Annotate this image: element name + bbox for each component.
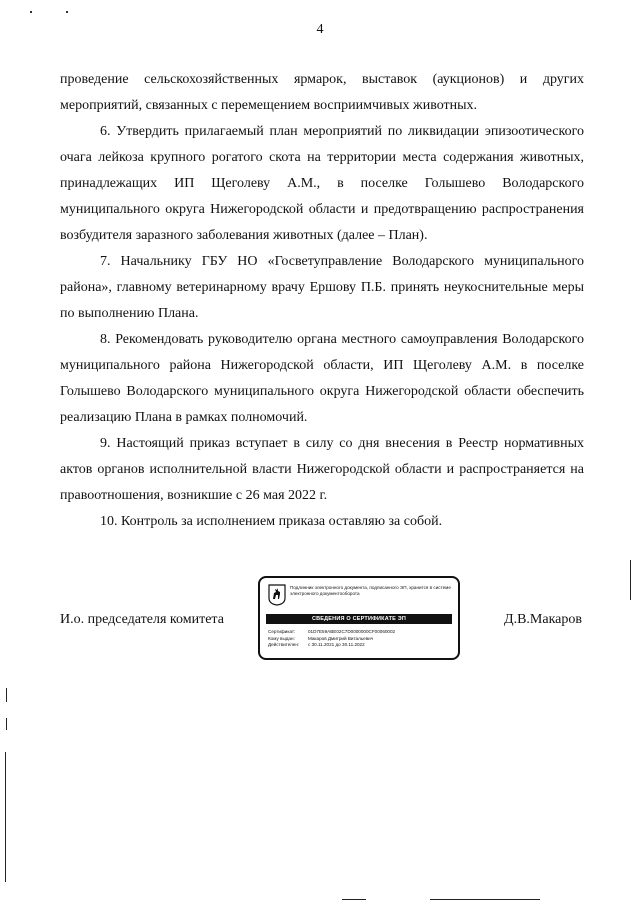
paragraph-continued: проведение сельскохозяйственных ярмарок, выставок (аукционов) и других мероприятий, связанных с перемещением восприимчивых животных.: [60, 72, 584, 113]
issued-to-label: Кому выдан:: [268, 635, 295, 641]
scan-edge-mark: [5, 752, 6, 882]
certificate-value: 01D7E59ABE02C7D0000000CF00060002: [308, 629, 396, 634]
page-number: 4: [316, 22, 324, 37]
paragraph-7: 7. Начальнику ГБУ НО «Госветуправление Володарского муниципального района», главному ветеринарному врачу Ершову П.Б. принять неукоснительные меры по выполнению Плана.: [60, 254, 584, 321]
scan-edge-mark: [430, 899, 540, 900]
certificate-label: Сертификат:: [268, 629, 296, 634]
issued-to-value: Макаров Дмитрий Витальевич: [308, 635, 374, 641]
signatory-name: Д.В.Макаров: [504, 612, 582, 627]
paragraph-8: 8. Рекомендовать руководителю органа местного самоуправления Володарского муниципального района Нижегородской области, ИП Щеголеву А.М. в поселке Голышево Володарского муниципального округа Нижегородской области обеспечить реализацию Плана в рамках полномочий.: [60, 332, 584, 425]
valid-label: Действителен:: [268, 642, 300, 647]
paragraph-6: 6. Утвердить прилагаемый план мероприятий по ликвидации эпизоотического очага лейкоза крупного рогатого скота на территории места содержания животных, принадлежащих ИП Щеголеву А.М., в поселке Голышево Володарского муниципального округа Нижегородской области и предотвращению распространения возбудителя заразного заболевания животных (далее – План).: [60, 124, 584, 243]
stamp-note: Подлинник электронного документа, подписанного ЭП, хранится в системе электронного документооборота: [290, 585, 451, 596]
valid-row: [268, 642, 454, 649]
scan-artifact: [66, 11, 68, 13]
document-body: [60, 67, 584, 535]
stamp-header-bar: СВЕДЕНИЯ О СЕРТИФИКАТЕ ЭП: [266, 614, 452, 624]
paragraph-9: 9. Настоящий приказ вступает в силу со дня внесения в Реестр нормативных актов органов исполнительной власти Нижегородской области и распространяется на правоотношения, возникшие с 26 мая 2022 г.: [60, 436, 584, 503]
valid-value: с 30.11.2021 до 30.11.2022: [308, 642, 365, 647]
scan-edge-mark: [6, 718, 7, 730]
electronic-signature-stamp: [258, 576, 460, 660]
scan-edge-mark: [6, 688, 7, 702]
paragraph-10: 10. Контроль за исполнением приказа оставляю за собой.: [100, 514, 443, 529]
scan-artifact: [30, 11, 32, 13]
scan-edge-mark: [630, 560, 631, 600]
signatory-position: И.о. председателя комитета: [60, 612, 224, 627]
deer-emblem-icon: [268, 584, 286, 606]
scan-edge-mark: [342, 899, 366, 900]
stamp-details: [268, 629, 454, 649]
